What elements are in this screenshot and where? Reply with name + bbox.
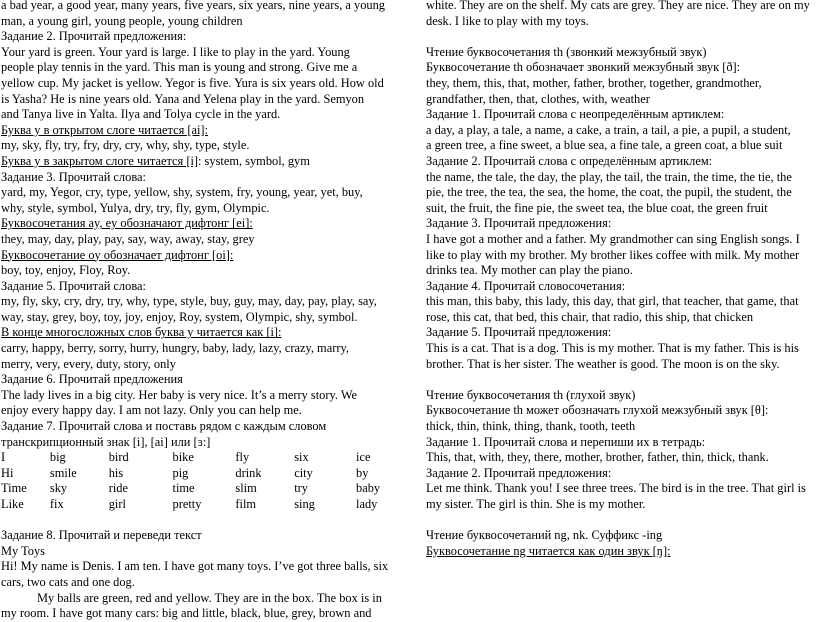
- text-line: This, that, with, they, there, mother, brother, father, thin, thick, thank.: [426, 450, 769, 465]
- task-heading: Задание 8. Прочитай и переведи текст: [1, 528, 202, 543]
- table-row: [1, 466, 396, 482]
- text-line: people play tennis in the yard. This man is young and strong. Give me a: [1, 60, 358, 75]
- text-line: My balls are green, red and yellow. They are in the box. The box is in: [37, 590, 382, 605]
- table-cell: bike: [172, 450, 194, 465]
- table-row: [1, 450, 396, 466]
- text-line: rose, this cat, that bed, this chair, that radio, this ship, that chicken: [426, 309, 754, 324]
- text-line: Let me think. Thank you! I see three trees. The bird is in the tree. That girl is: [426, 481, 806, 496]
- task-heading: Задание 3. Прочитай предложения:: [426, 216, 612, 231]
- table-cell: six: [294, 450, 309, 465]
- section-heading: Чтение буквосочетания th (звонкий межзубный звук): [426, 44, 707, 59]
- table-cell: baby: [356, 481, 381, 496]
- text-line: carry, happy, berry, sorry, hurry, hungry, baby, lady, lazy, crazy, marry,: [1, 341, 349, 356]
- table-cell: his: [108, 465, 124, 480]
- task-heading: Задание 6. Прочитай предложения: [1, 372, 183, 387]
- intro-block: [1, 0, 396, 123]
- text-line: man, a young girl, young people, young children: [1, 13, 243, 28]
- table-cell: ride: [108, 481, 128, 496]
- rule-closed-syllable: Буква y в закрытом слоге читается [i]: [1, 153, 199, 168]
- text-line: a green tree, a fine sweet, a blue sea, a fine tale, a green coat, a blue suit: [426, 138, 783, 153]
- task-heading: Задание 2. Прочитай слова с определённым артиклем:: [426, 153, 713, 168]
- spacer: [426, 372, 814, 388]
- table-cell: I: [1, 450, 6, 465]
- table-cell: big: [49, 450, 66, 465]
- section-heading: Чтение буквосочетаний ng, nk. Суффикс -ing: [426, 528, 663, 543]
- words-closed: : system, symbol, gym: [198, 153, 310, 168]
- text-line: Буквосочетание th обозначает звонкий межзубный звук [ð]:: [426, 60, 741, 75]
- text-line: my sister. The girl is thin. She is my mother.: [426, 497, 646, 511]
- text-line: and Tanya live in Yalta. Ilya and Tolya cycle in the yard.: [1, 107, 281, 122]
- task-heading: Задание 2. Прочитай предложения:: [426, 465, 612, 480]
- table-cell: ice: [356, 450, 371, 465]
- text-line: suit, the fruit, the fine pie, the sweet tea, the blue coat, the green fruit: [426, 200, 768, 215]
- table-row: [1, 497, 396, 513]
- table-cell: bird: [108, 450, 129, 465]
- task-heading: Задание 4. Прочитай словосочетания:: [426, 278, 626, 293]
- text-line: thick, thin, think, thing, thank, tooth, teeth: [426, 419, 636, 434]
- text-line: they, them, this, that, mother, father, brother, together, grandmother,: [426, 75, 762, 90]
- text-line: they, may, day, play, pay, say, way, away, stay, grey: [1, 231, 255, 246]
- spacer: [426, 513, 814, 529]
- left-column: [1, 0, 396, 622]
- table-cell: film: [235, 497, 257, 511]
- text-line: this man, this baby, this lady, this day, that girl, that teacher, that game, that: [426, 294, 799, 309]
- text-line: desk. I like to play with my toys.: [426, 13, 589, 28]
- text-line: why, style, symbol, Yulya, dry, try, fly, gym, Olympic.: [1, 200, 270, 215]
- table-cell: pretty: [172, 497, 202, 511]
- table-cell: drink: [235, 465, 262, 480]
- table-cell: Hi: [1, 465, 14, 480]
- text-line: This is a cat. That is a dog. This is my mother. That is my father. This is his: [426, 341, 799, 356]
- text-line: yard, my, Yegor, cry, type, yellow, shy, system, fry, young, year, yet, buy,: [1, 185, 363, 200]
- task-heading: Задание 2. Прочитай предложения:: [1, 29, 187, 44]
- task-heading: Задание 1. Прочитай слова и перепиши их в тетрадь:: [426, 434, 706, 449]
- table-cell: Like: [1, 497, 24, 511]
- text-line: my, fly, sky, cry, dry, try, why, type, style, buy, guy, may, day, pay, play, say,: [1, 294, 377, 309]
- table-cell: try: [294, 481, 308, 496]
- text-line: white. They are on the shelf. My cats are grey. They are nice. They are on my: [426, 0, 810, 12]
- table-cell: slim: [235, 481, 257, 496]
- text-line: boy, toy, enjoy, Floy, Roy.: [1, 263, 131, 278]
- text-line: way, stay, grey, boy, toy, joy, enjoy, Roy, system, Olympic, shy, symbol.: [1, 309, 358, 324]
- text-line: Hi! My name is Denis. I am ten. I have got many toys. I’ve got three balls, six: [1, 559, 389, 574]
- text-line: merry, very, every, duty, story, only: [1, 356, 176, 371]
- text-line: is Yasha? He is nine years old. Yana and Yelena play in the yard. Semyon: [1, 91, 365, 106]
- text-line: a bad year, a good year, many years, five years, six years, nine years, a young: [1, 0, 385, 12]
- rule-closed-syllable-line: [1, 154, 396, 170]
- text-line: the name, the tale, the day, the play, the tail, the train, the time, the tie, the: [426, 169, 792, 184]
- text-line: pie, the tree, the tea, the sea, the home, the coat, the pupil, the student, the: [426, 185, 792, 200]
- table-cell: fix: [49, 497, 64, 511]
- spacer: [1, 513, 396, 529]
- text-line: like to play with my brother. My brother likes coffee with milk. My mother: [426, 247, 800, 262]
- text-line: yellow cup. My jacket is yellow. Yegor is five. Yura is six years old. How old: [1, 75, 384, 90]
- spacer: [426, 29, 814, 45]
- text-line: enjoy every happy day. I am not lazy. Only you can help me.: [1, 403, 302, 418]
- text-line: my, sky, fly, try, fry, dry, cry, why, shy, type, style.: [1, 138, 250, 153]
- table-cell: by: [356, 465, 369, 480]
- table-cell: fly: [235, 450, 250, 465]
- text-line: drinks tea. My mother can play the piano.: [426, 263, 633, 278]
- rule-diphthong-oi: Буквосочетание oy обозначает дифтонг [oi]:: [1, 247, 234, 262]
- task-heading: Задание 5. Прочитай предложения:: [426, 325, 612, 340]
- table-cell: sky: [49, 481, 68, 496]
- task-heading: Задание 1. Прочитай слова с неопределённым артиклем:: [426, 107, 725, 122]
- table-cell: smile: [49, 465, 77, 480]
- table-cell: pig: [172, 465, 189, 480]
- text-line: I have got a mother and a father. My grandmother can sing English songs. I: [426, 231, 800, 246]
- table-cell: city: [294, 465, 313, 480]
- right-column: [426, 0, 814, 559]
- rule-open-syllable: Буква y в открытом слоге читается [ai]:: [1, 122, 209, 137]
- text-line: транскрипционный знак [i], [ai] или [ɜ:]: [1, 434, 211, 449]
- text-line: my room. I have got many cars: big and little, black, blue, grey, brown and: [1, 606, 372, 621]
- table-row: [1, 481, 396, 497]
- text-line: grandfather, then, that, clothes, with, weather: [426, 91, 650, 106]
- text-line: cars, two cats and one dog.: [1, 574, 135, 589]
- task-heading: Задание 5. Прочитай слова:: [1, 278, 146, 293]
- text-line: brother. That is her sister. The weather is good. The moon is on the sky.: [426, 356, 780, 371]
- text-line: The lady lives in a big city. Her baby is very nice. It’s a merry story. We: [1, 387, 358, 402]
- rule-diphthong-ei: Буквосочетания ay, ey обозначают дифтонг [ei]:: [1, 216, 253, 231]
- table-cell: girl: [108, 497, 126, 511]
- text-line: Буквосочетание th может обозначать глухой межзубный звук [θ]:: [426, 403, 769, 418]
- rule-ng: Буквосочетание ng читается как один звук [ŋ]:: [426, 543, 671, 558]
- section-heading: Чтение буквосочетания th (глухой звук): [426, 387, 636, 402]
- table-cell: time: [172, 481, 195, 496]
- task-heading: Задание 3. Прочитай слова:: [1, 169, 146, 184]
- table-cell: Time: [1, 481, 27, 496]
- story-title: My Toys: [1, 543, 46, 558]
- table-cell: lady: [356, 497, 378, 511]
- text-line: Your yard is green. Your yard is large. I like to play in the yard. Young: [1, 44, 350, 59]
- table-cell: sing: [294, 497, 315, 511]
- task-heading: Задание 7. Прочитай слова и поставь рядом с каждым словом: [1, 419, 327, 434]
- rule-word-end: В конце многосложных слов буква y читается как [i]:: [1, 325, 282, 340]
- text-line: a day, a play, a tale, a name, a cake, a train, a tail, a pie, a pupil, a student,: [426, 122, 791, 137]
- word-table: [1, 450, 396, 512]
